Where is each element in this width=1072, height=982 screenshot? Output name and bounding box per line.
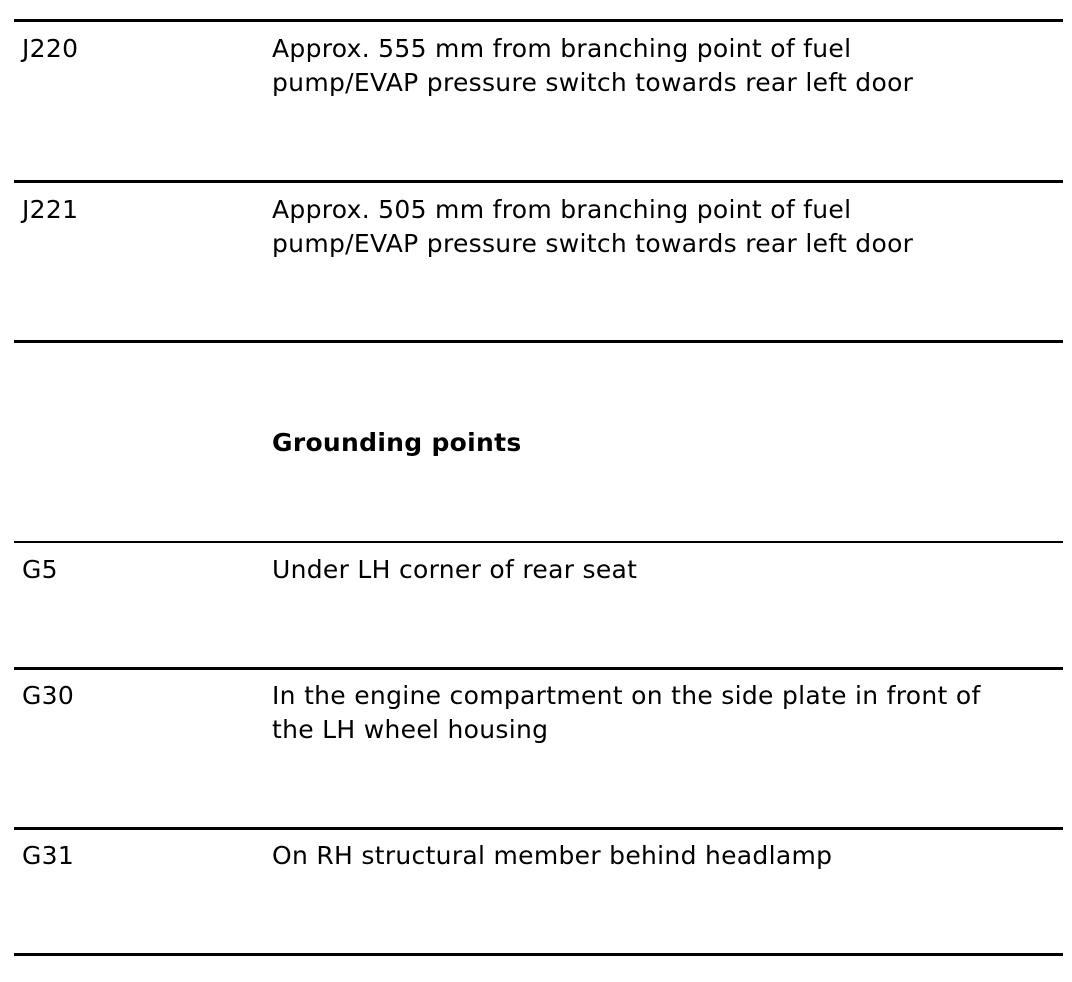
section-heading: Grounding points <box>272 428 522 457</box>
component-code: J220 <box>22 34 79 63</box>
location-description-line: Under LH corner of rear seat <box>272 555 638 584</box>
location-description-line: Approx. 505 mm from branching point of fuel <box>272 195 852 224</box>
table-divider <box>14 953 1063 956</box>
location-description-line: the LH wheel housing <box>272 715 549 744</box>
location-description-line: Approx. 555 mm from branching point of fuel <box>272 34 852 63</box>
component-code: G30 <box>22 681 75 710</box>
component-code: G5 <box>22 555 58 584</box>
table-divider <box>14 180 1063 183</box>
component-code: G31 <box>22 841 75 870</box>
location-description-line: In the engine compartment on the side plate in front of <box>272 681 981 710</box>
location-description-line: On RH structural member behind headlamp <box>272 841 833 870</box>
table-divider <box>14 340 1063 343</box>
location-description-line: pump/EVAP pressure switch towards rear left door <box>272 229 914 258</box>
location-description-line: pump/EVAP pressure switch towards rear left door <box>272 68 914 97</box>
table-divider <box>14 667 1063 670</box>
table-divider <box>14 541 1063 543</box>
table-divider <box>14 19 1063 22</box>
table-divider <box>14 827 1063 830</box>
component-code: J221 <box>22 195 79 224</box>
